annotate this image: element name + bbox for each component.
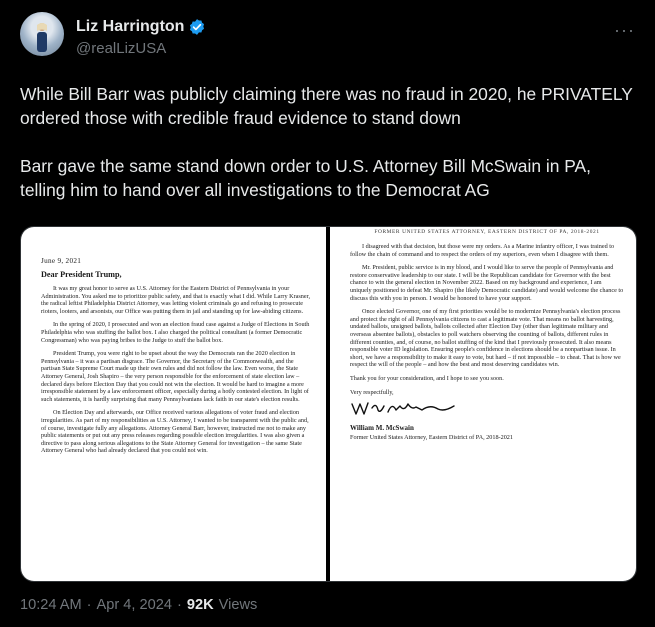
tweet-time[interactable]: 10:24 AM xyxy=(20,597,82,613)
letter-paragraph: In the spring of 2020, I prosecuted and won an election fraud case against a Judge of Elections in South Philadelphia who was stuffing the ballot box. I also charged the political consultant (a former Democratic Congressman) who was paying bribes to the Judge to stuff the ballot box. xyxy=(41,321,310,344)
avatar[interactable] xyxy=(20,12,64,56)
letter-signer-title: Former United States Attorney, Eastern District of PA, 2018-2021 xyxy=(350,434,513,442)
letter-page-right xyxy=(330,227,637,582)
letter-salutation: Dear President Trump, xyxy=(41,270,122,279)
tweet-media-image[interactable] xyxy=(20,226,637,582)
tweet-paragraph-2: Barr gave the same stand down order to U.S. Attorney Bill McSwain in PA, telling him to hand over all investigations to the Democrat AG xyxy=(20,156,591,200)
letter-paragraph: President Trump, you were right to be upset about the way the Democrats ran the 2020 election in Pennsylvania – it was a partisan disgrace. The Governor, the Secretary of the Commonwealth, and the partisan State Supreme Court made up their own rules and did not follow the law. Even worse, the State Attorney General, Josh Shapiro – the very person responsible for the enforcement of state election law – declared days before Election Day that you could not win the election. It would be hard to imagine a more irresponsible statement by a law enforcement officer, especially during a hotly contested election. In light of such statements, it is hardly surprising that many Pennsylvanians lack faith in our state's election results. xyxy=(41,350,309,403)
author-name[interactable]: Liz Harrington xyxy=(76,18,185,35)
letter-paragraph: I disagreed with that decision, but those were my orders. As a Marine infantry officer, I was trained to follow the chain of command and to respect the orders of my superiors, even when I disagree with them. xyxy=(350,243,615,258)
separator-dot: · xyxy=(86,597,92,613)
letter-date: June 9, 2021 xyxy=(41,257,82,265)
letter-running-head: FORMER UNITED STATES ATTORNEY, EASTERN DISTRICT OF PA, 2018-2021 xyxy=(374,229,600,235)
avatar-person-figure xyxy=(34,22,50,52)
letter-closing: Very respectfully, xyxy=(350,388,394,396)
letter-paragraph: On Election Day and afterwards, our Office received various allegations of voter fraud and election irregularities. As part of my responsibilities as U.S. Attorney, I wanted to be transparent with the public and, of course, investigate fully any allegations. Attorney General Barr, however, instructed me not to make any public statements or put out any press releases regarding possible election irregularities. I was also given a directive to pass along serious allegations to the State Attorney General for investigation – the same State Attorney General who had already declared that you could not win. xyxy=(41,409,309,455)
letter-signer-name: William M. McSwain xyxy=(350,424,414,433)
tweet-header xyxy=(20,12,635,64)
author-handle[interactable]: @realLizUSA xyxy=(76,40,167,57)
letter-paragraph: Mr. President, public service is in my blood, and I would like to serve the people of Pennsylvania and restore conservative leadership to our state. I will be the Republican candidate for Governor with the best chance to win the general election in November 2022. Based on my background and experience, I am uniquely positioned to defeat Mr. Shapiro (the likely Democratic candidate) and would welcome the chance to discuss this with you in person. I would be honored to have your support. xyxy=(350,264,624,302)
handwritten-signature xyxy=(350,398,460,418)
letter-page-left xyxy=(21,227,326,582)
letter-paragraph: Once elected Governor, one of my first priorities would be to modernize Pennsylvania's election process and protect the right of all Pennsylvania citizens to cast a legitimate vote. That means no ballot harvesting, undated ballots, unsigned ballots, ballots collected after Election Day (other than legitimate military and overseas absentee ballots), obstacles to poll watchers observing the counting of ballots, different rules in different counties, and, of course, no ballot stuffing of the kind that I previously prosecuted. It also means responsible voter ID legislation. Ensuring people's confidence in elections should be a nonpartisan issue. In short, we have a responsibility to make it easy to vote, but hard – if not impossible – to cheat. That is how we respect the will of the people – and how the best and most deserving candidates win. xyxy=(350,308,621,369)
letter-paragraph: Thank you for your consideration, and I hope to see you soon. xyxy=(350,374,504,382)
views-label: Views xyxy=(218,597,258,613)
tweet-meta xyxy=(20,597,257,613)
letter-paragraph: It was my great honor to serve as U.S. Attorney for the Eastern District of Pennsylvania in your Administration. You asked me to prioritize public safety, and that is exactly what I did. While Larry Krasner, the radical leftist Philadelphia District Attorney, was letting violent criminals go and refusing to prosecute rioters, looters, and arsonists, our Office was putting them in jail and standing up for law-abiding citizens. xyxy=(41,285,311,315)
verified-badge-icon xyxy=(188,18,206,36)
separator-dot: · xyxy=(177,597,182,613)
tweet-date[interactable]: Apr 4, 2024 xyxy=(96,597,173,613)
tweet-paragraph-1: While Bill Barr was publicly claiming there was no fraud in 2020, he PRIVATELY ordered those with credible fraud evidence to stand down xyxy=(20,84,633,128)
tweet-text xyxy=(20,82,640,202)
author-name-row xyxy=(76,18,206,36)
views-count[interactable]: 92K xyxy=(186,597,214,613)
more-options-icon[interactable]: ··· xyxy=(614,20,635,40)
